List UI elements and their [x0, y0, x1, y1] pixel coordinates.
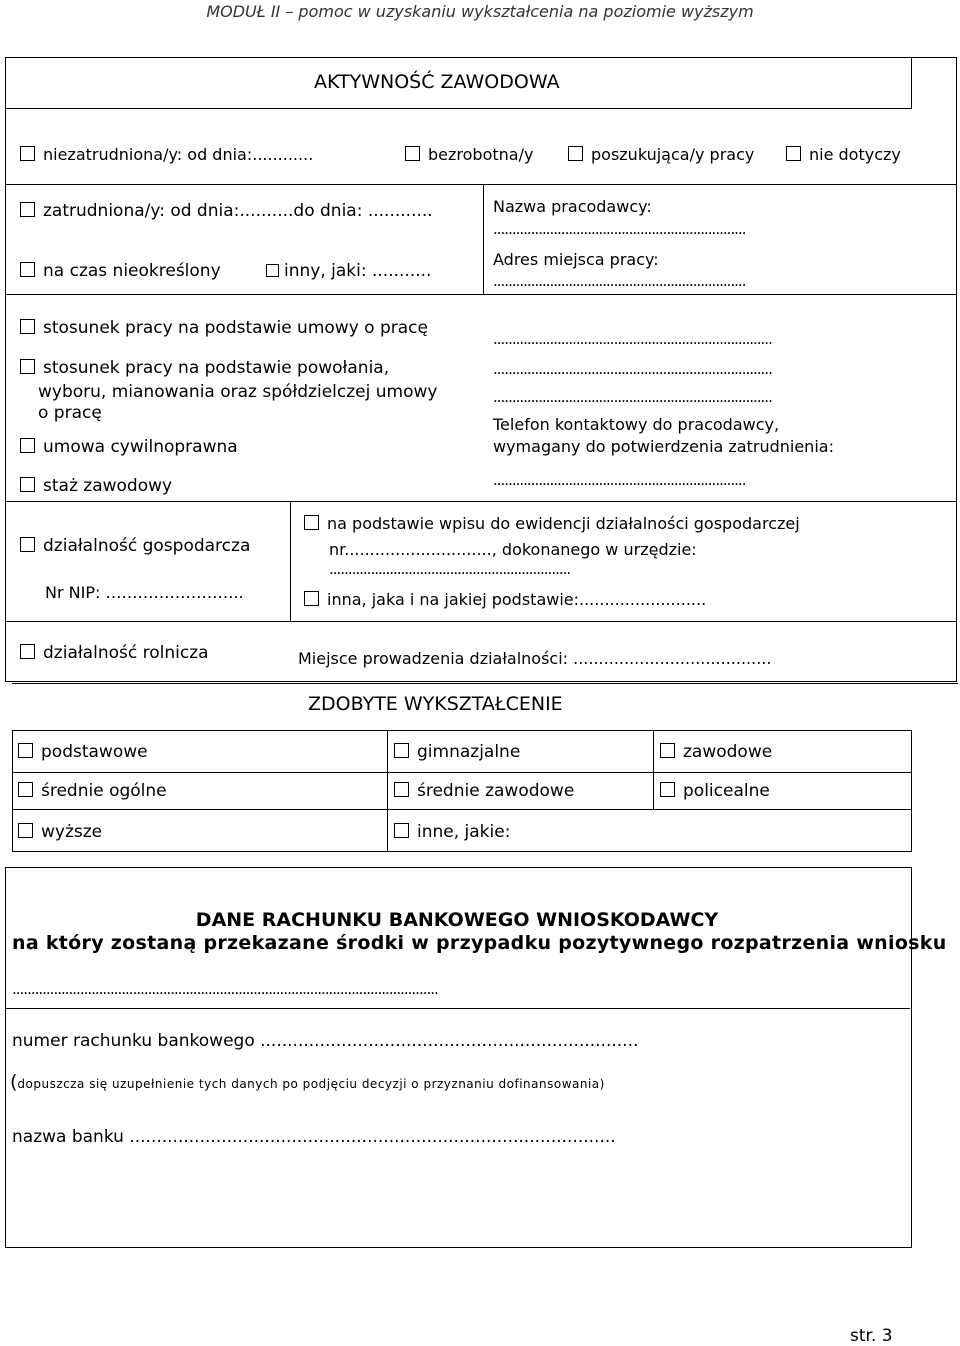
civil-contract-option[interactable]: umowa cywilnoprawna	[20, 437, 238, 457]
checkbox[interactable]	[266, 264, 279, 277]
registry-entry-option[interactable]: na podstawie wpisu do ewidencji działalności gospodarczej	[304, 514, 800, 533]
employer-phone-label: Telefon kontaktowy do pracodawcy,	[493, 415, 780, 434]
column-divider	[653, 730, 654, 809]
checkbox[interactable]	[20, 537, 35, 552]
checkbox[interactable]	[20, 202, 35, 217]
checkbox[interactable]	[568, 146, 583, 161]
column-divider	[387, 730, 388, 851]
checkbox[interactable]	[18, 743, 33, 758]
checkbox[interactable]	[18, 823, 33, 838]
appointment-contract-option[interactable]: stosunek pracy na podstawie powołania,	[20, 358, 389, 378]
checkbox[interactable]	[20, 319, 35, 334]
checkbox[interactable]	[18, 782, 33, 797]
address-field-line[interactable]: ..........................................................................	[493, 388, 772, 406]
workplace-address-field[interactable]: ...................................................................	[493, 272, 746, 290]
checkbox[interactable]	[304, 591, 319, 606]
internship-option[interactable]: staż zawodowy	[20, 476, 172, 496]
divider	[12, 809, 912, 810]
other-term-option[interactable]: inny, jaki: ...........	[266, 261, 431, 281]
job-seeker-option[interactable]: poszukująca/y pracy	[568, 145, 754, 164]
checkbox[interactable]	[405, 146, 420, 161]
employer-name-label: Nazwa pracodawcy:	[493, 197, 652, 216]
checkbox[interactable]	[786, 146, 801, 161]
page-number: str. 3	[850, 1326, 893, 1346]
registry-number-field[interactable]: nr............................., dokonanego w urzędzie:	[329, 540, 697, 559]
divider	[5, 621, 957, 622]
bank-subtitle: na który zostaną przekazane środki w przypadku pozytywnego rozpatrzenia wniosku	[12, 932, 947, 954]
checkbox[interactable]	[20, 438, 35, 453]
workplace-address-label: Adres miejsca pracy:	[493, 250, 659, 269]
divider	[12, 772, 912, 773]
checkbox[interactable]	[394, 782, 409, 797]
account-number-field[interactable]: numer rachunku bankowego ......................................................................	[12, 1031, 639, 1051]
edu-vocational-option[interactable]: zawodowe	[660, 742, 772, 762]
divider	[5, 184, 957, 185]
checkbox[interactable]	[20, 359, 35, 374]
edu-post-secondary-option[interactable]: policealne	[660, 781, 770, 801]
registry-office-field[interactable]: ................................................................	[329, 560, 571, 578]
business-location-field[interactable]: Miejsce prowadzenia działalności: .......................................	[298, 649, 772, 668]
not-applicable-option[interactable]: nie dotyczy	[786, 145, 901, 164]
employed-from-option[interactable]: zatrudniona/y: od dnia:..........do dnia: ............	[20, 201, 433, 221]
edu-other-option[interactable]: inne, jakie:	[394, 822, 510, 842]
bank-note: (dopuszcza się uzupełnienie tych danych po podjęciu decyzji o przyznaniu dofinansowania)	[10, 1071, 605, 1093]
bank-title: DANE RACHUNKU BANKOWEGO WNIOSKODAWCY	[195, 909, 719, 931]
employer-phone-label-2: wymagany do potwierdzenia zatrudnienia:	[493, 437, 834, 456]
appointment-contract-line2: wyboru, mianowania oraz spółdzielczej umowy	[38, 382, 438, 402]
address-field-line[interactable]: ..........................................................................	[493, 360, 772, 378]
agricultural-activity-option[interactable]: działalność rolnicza	[20, 643, 209, 663]
employer-name-field[interactable]: ...................................................................	[493, 220, 746, 238]
address-field-line[interactable]: ..........................................................................	[493, 330, 772, 348]
education-title: ZDOBYTE WYKSZTAŁCENIE	[308, 693, 563, 715]
unemployed-from-option[interactable]: niezatrudniona/y: od dnia:............	[20, 145, 313, 164]
checkbox[interactable]	[20, 146, 35, 161]
nip-field[interactable]: Nr NIP: ……………………..	[45, 583, 244, 602]
edu-primary-option[interactable]: podstawowe	[18, 742, 148, 762]
activity-title: AKTYWNOŚĆ ZAWODOWA	[314, 71, 560, 93]
checkbox[interactable]	[394, 823, 409, 838]
checkbox[interactable]	[20, 477, 35, 492]
edu-middle-school-option[interactable]: gimnazjalne	[394, 742, 520, 762]
registered-unemployed-option[interactable]: bezrobotna/y	[405, 145, 533, 164]
divider	[12, 683, 958, 684]
other-basis-option[interactable]: inna, jaka i na jakiej podstawie:.........................	[304, 590, 706, 609]
checkbox[interactable]	[20, 644, 35, 659]
edu-higher-option[interactable]: wyższe	[18, 822, 102, 842]
edu-secondary-general-option[interactable]: średnie ogólne	[18, 781, 167, 801]
indefinite-term-option[interactable]: na czas nieokreślony	[20, 261, 221, 281]
employment-contract-option[interactable]: stosunek pracy na podstawie umowy o pracę	[20, 318, 428, 338]
column-divider	[290, 501, 291, 621]
column-divider	[483, 184, 484, 294]
divider	[5, 501, 957, 502]
account-holder-field[interactable]: .................................................................................................................	[12, 980, 438, 998]
edu-secondary-vocational-option[interactable]: średnie zawodowe	[394, 781, 574, 801]
employer-phone-field[interactable]: ...................................................................	[493, 471, 746, 489]
checkbox[interactable]	[394, 743, 409, 758]
appointment-contract-line3: o pracę	[38, 403, 102, 423]
checkbox[interactable]	[304, 515, 319, 530]
checkbox[interactable]	[660, 782, 675, 797]
checkbox[interactable]	[660, 743, 675, 758]
business-activity-option[interactable]: działalność gospodarcza	[20, 536, 250, 556]
divider	[5, 1008, 910, 1009]
page-header: MODUŁ II – pomoc w uzyskaniu wykształcenia na poziomie wyższym	[206, 2, 754, 21]
checkbox[interactable]	[20, 262, 35, 277]
bank-name-field[interactable]: nazwa banku ..........................................................................................	[12, 1127, 616, 1147]
divider	[5, 294, 957, 295]
